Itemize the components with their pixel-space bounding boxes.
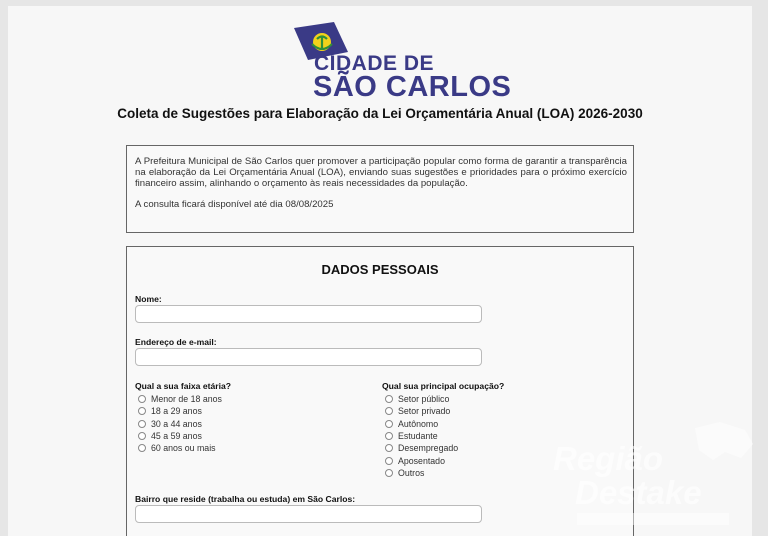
email-label: Endereço de e-mail: [135, 337, 217, 347]
age-question-label: Qual a sua faixa etária? [135, 381, 232, 391]
radio-button[interactable] [385, 420, 393, 428]
name-input[interactable] [135, 305, 482, 323]
radio-button[interactable] [138, 420, 146, 428]
age-radio-group [138, 393, 222, 454]
age-option-label: 18 a 29 anos [151, 406, 202, 417]
page-title: Coleta de Sugestões para Elaboração da Lei Orçamentária Anual (LOA) 2026-2030 [117, 106, 643, 121]
watermark-text-line1: Região [553, 440, 664, 477]
occupation-option-label: Outros [398, 467, 425, 478]
intro-paragraph: A Prefeitura Municipal de São Carlos quer promover a participação popular como forma de garantir a transparência na elaboração da Lei Orçamentária Anual (LOA), enviando suas sugestões e prioridades para o próximo exercício financeiro assim, alinhando o orçamento às reais necessidades da população. [135, 156, 627, 189]
age-option[interactable] [138, 418, 222, 430]
occupation-option[interactable] [385, 393, 458, 405]
radio-button[interactable] [385, 395, 393, 403]
occupation-radio-group [385, 393, 458, 479]
availability-notice: A consulta ficará disponível até dia 08/08/2025 [135, 199, 334, 210]
radio-button[interactable] [385, 407, 393, 415]
watermark-text-line2: Destake [575, 474, 702, 511]
radio-button[interactable] [385, 469, 393, 477]
personal-data-form [126, 246, 634, 536]
occupation-option[interactable] [385, 405, 458, 417]
occupation-option[interactable] [385, 454, 458, 466]
logo-text-line2: SÃO CARLOS [313, 71, 512, 103]
age-option[interactable] [138, 430, 222, 442]
radio-button[interactable] [138, 407, 146, 415]
occupation-option-label: Setor público [398, 394, 450, 405]
age-option[interactable] [138, 405, 222, 417]
occupation-option-label: Estudante [398, 431, 438, 442]
neighborhood-input[interactable] [135, 505, 482, 523]
occupation-option[interactable] [385, 418, 458, 430]
occupation-option[interactable] [385, 430, 458, 442]
form-section-title: DADOS PESSOAIS [321, 262, 439, 277]
occupation-option-label: Aposentado [398, 455, 445, 466]
logo-text-line1: CIDADE DE [314, 52, 435, 75]
radio-button[interactable] [138, 395, 146, 403]
occupation-question-label: Qual sua principal ocupação? [382, 381, 505, 391]
city-logo [286, 22, 512, 106]
occupation-option[interactable] [385, 442, 458, 454]
survey-page [8, 6, 752, 536]
radio-button[interactable] [138, 432, 146, 440]
age-option-label: Menor de 18 anos [151, 394, 222, 405]
age-option-label: 60 anos ou mais [151, 443, 216, 454]
name-label: Nome: [135, 294, 162, 304]
occupation-option-label: Desempregado [398, 443, 459, 454]
neighborhood-label: Bairro que reside (trabalha ou estuda) em São Carlos: [135, 494, 356, 504]
radio-button[interactable] [385, 444, 393, 452]
age-option-label: 30 a 44 anos [151, 418, 202, 429]
age-option[interactable] [138, 442, 222, 454]
radio-button[interactable] [138, 444, 146, 452]
intro-box [126, 145, 634, 233]
radio-button[interactable] [385, 457, 393, 465]
radio-button[interactable] [385, 432, 393, 440]
email-input[interactable] [135, 348, 482, 366]
age-option-label: 45 a 59 anos [151, 431, 202, 442]
occupation-option[interactable] [385, 467, 458, 479]
occupation-option-label: Setor privado [398, 406, 451, 417]
age-option[interactable] [138, 393, 222, 405]
occupation-option-label: Autônomo [398, 418, 439, 429]
